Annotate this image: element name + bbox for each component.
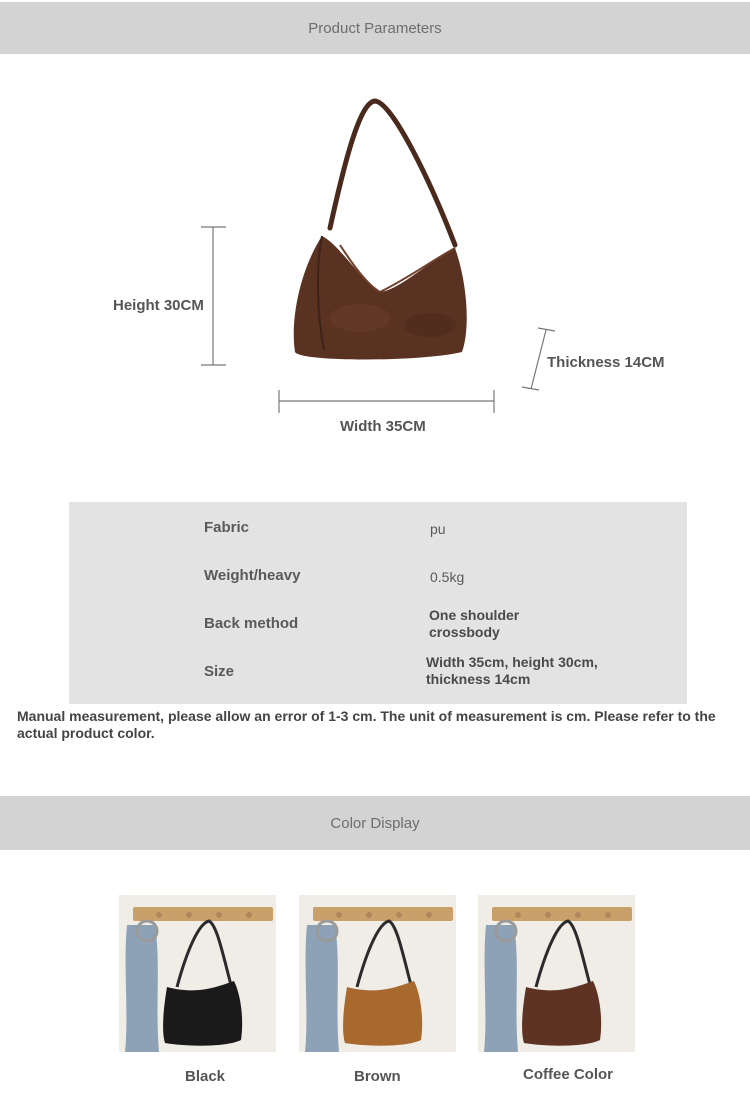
color-swatch-coffee-color[interactable]: [478, 895, 635, 1052]
color-label: Coffee Color: [523, 1066, 613, 1083]
height-label: Height 30CM: [113, 297, 204, 314]
param-label: Fabric: [204, 519, 250, 536]
product-parameters-title: Product Parameters: [308, 19, 442, 37]
color-swatch-brown[interactable]: [299, 895, 456, 1052]
color-display-title: Color Display: [330, 814, 420, 832]
param-value: pu: [430, 521, 446, 537]
color-display-banner: [0, 796, 750, 850]
color-swatch-black[interactable]: [119, 895, 276, 1052]
param-label: Size: [204, 663, 235, 680]
width-label: Width 35CM: [340, 418, 426, 435]
product-parameters-banner: [0, 2, 750, 54]
param-value: 0.5kg: [430, 569, 465, 585]
color-label: Black: [185, 1068, 226, 1085]
bag-photo: [478, 895, 635, 1052]
thickness-label: Thickness 14CM: [547, 354, 665, 371]
bag-photo: [299, 895, 456, 1052]
bag-dimension-diagram: [0, 60, 750, 480]
width-marker: [279, 390, 494, 413]
param-label: Back method: [204, 615, 299, 632]
param-value: One shoulder crossbody: [429, 607, 520, 640]
height-marker: [201, 227, 226, 365]
bag-photo: [119, 895, 276, 1052]
param-label: Weight/heavy: [204, 567, 301, 584]
measurement-note: Manual measurement, please allow an error of 1-3 cm. The unit of measurement is cm. Please refer to the actual product color.: [17, 708, 716, 741]
color-label: Brown: [354, 1068, 401, 1085]
bag-illustration: [294, 101, 467, 360]
parameters-table: [69, 502, 687, 704]
param-value: Width 35cm, height 30cm, thickness 14cm: [426, 654, 598, 687]
